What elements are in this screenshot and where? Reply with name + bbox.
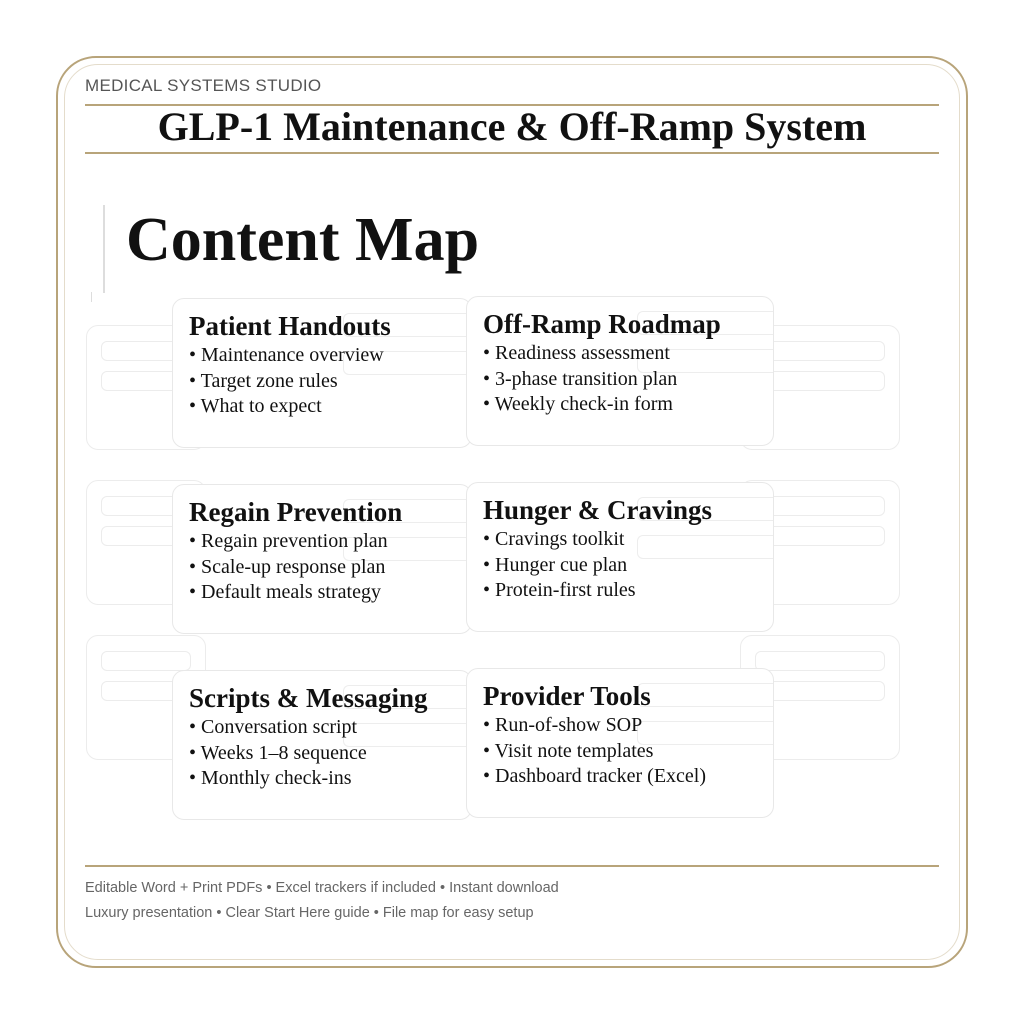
list-item: • Scale-up response plan	[189, 555, 388, 581]
card-list	[189, 529, 388, 606]
list-item: • Visit note templates	[483, 739, 706, 765]
list-item: • Regain prevention plan	[189, 529, 388, 555]
card-title: Patient Handouts	[189, 311, 391, 341]
section-accent-bar	[103, 205, 105, 293]
section-title: Content Map	[126, 206, 480, 274]
card-title: Provider Tools	[483, 681, 651, 711]
list-item: • Cravings toolkit	[483, 527, 636, 553]
content-card-regain-prevention	[172, 484, 472, 634]
brand-label: MEDICAL SYSTEMS STUDIO	[85, 76, 322, 95]
content-card-scripts-messaging	[172, 670, 472, 820]
page-title: GLP-1 Maintenance & Off-Ramp System	[157, 104, 867, 149]
content-card-hunger-cravings	[466, 482, 774, 632]
content-card-off-ramp-roadmap	[466, 296, 774, 446]
list-item: • What to expect	[189, 394, 384, 420]
card-list	[483, 527, 636, 604]
list-item: • Weekly check-in form	[483, 392, 677, 418]
list-item: • Target zone rules	[189, 369, 384, 395]
footer-rule	[85, 865, 939, 867]
card-title: Scripts & Messaging	[189, 683, 428, 713]
content-card-provider-tools	[466, 668, 774, 818]
card-title: Off-Ramp Roadmap	[483, 309, 721, 339]
list-item: • Readiness assessment	[483, 341, 677, 367]
card-list	[483, 341, 677, 418]
card-list	[189, 715, 367, 792]
card-list	[189, 343, 384, 420]
card-title: Hunger & Cravings	[483, 495, 713, 525]
footer-line-2: Luxury presentation • Clear Start Here guide • File map for easy setup	[85, 905, 534, 921]
footer-line-1: Editable Word + Print PDFs • Excel trackers if included • Instant download	[85, 880, 559, 896]
list-item: • Monthly check-ins	[189, 766, 367, 792]
card-list	[483, 713, 706, 790]
list-item: • Run-of-show SOP	[483, 713, 706, 739]
content-card-patient-handouts	[172, 298, 472, 448]
section-accent-mark	[91, 292, 92, 302]
list-item: • Protein-first rules	[483, 578, 636, 604]
list-item: • Conversation script	[189, 715, 367, 741]
card-title: Regain Prevention	[189, 497, 403, 527]
list-item: • Hunger cue plan	[483, 553, 636, 579]
list-item: • Default meals strategy	[189, 580, 388, 606]
list-item: • 3-phase transition plan	[483, 367, 677, 393]
header-rule-bottom	[85, 152, 939, 154]
list-item: • Weeks 1–8 sequence	[189, 741, 367, 767]
list-item: • Dashboard tracker (Excel)	[483, 764, 706, 790]
list-item: • Maintenance overview	[189, 343, 384, 369]
